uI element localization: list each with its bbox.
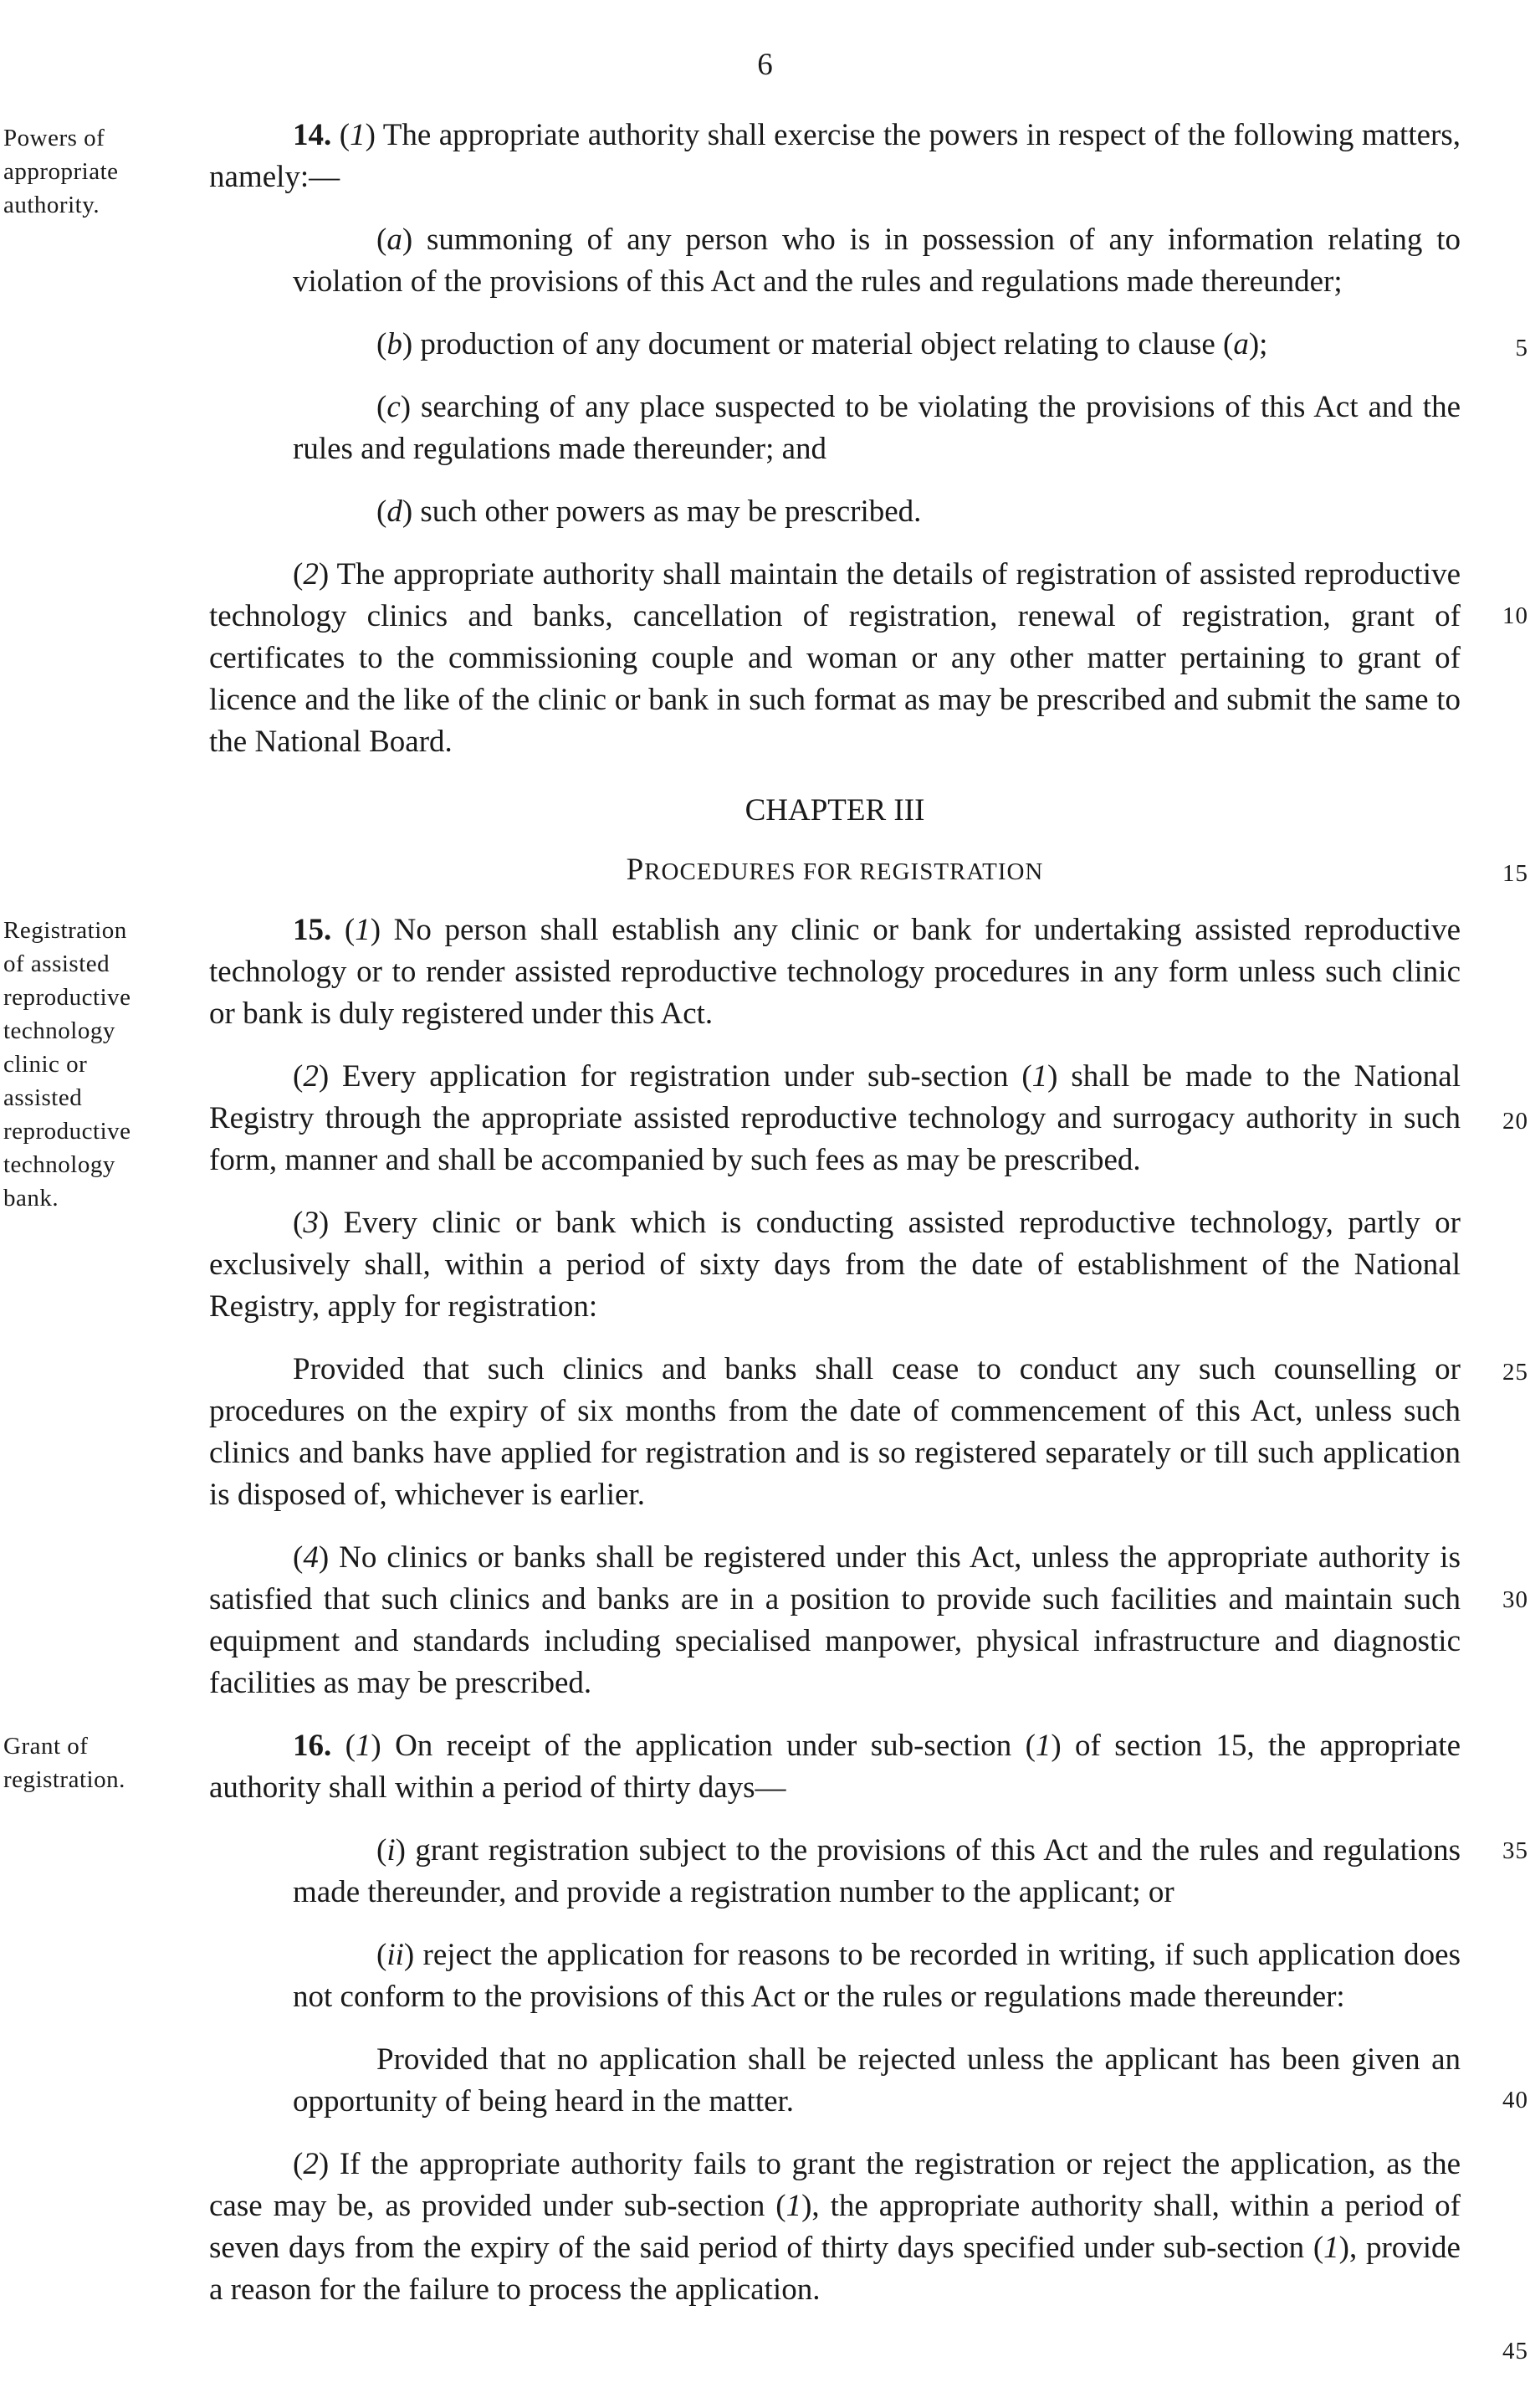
clause-b: (b) production of any document or material object relating to clause (a); bbox=[376, 327, 1268, 361]
line-number: 40 bbox=[1502, 2087, 1528, 2113]
section-15-proviso: Provided that such clinics and banks shall cease to conduct any such counselling or procedures on the expiry of six months from the date of commencement of this Act, unless such clinics and banks have applied for registration and is so registered separately or till such application is disposed of, whichever is earlier. bbox=[209, 1352, 1461, 1512]
line-number: 20 bbox=[1502, 1108, 1528, 1135]
line-number: 30 bbox=[1502, 1586, 1528, 1613]
section-15-subsection-3: (3) Every clinic or bank which is conducting assisted reproductive technology, partly or exclusively shall, within a period of sixty days from the date of establishment of the National Registry, apply for registration: bbox=[209, 1206, 1461, 1324]
section-15-subsection-1: 15. (1) No person shall establish any clinic or bank for undertaking assisted reproductive technology or to render assisted reproductive technology procedures in any form unless such clinic or bank is duly registered under this Act. bbox=[209, 913, 1461, 1031]
chapter-subtitle: PROCEDURES FOR REGISTRATION bbox=[626, 853, 1044, 887]
chapter-title: CHAPTER III bbox=[745, 793, 925, 827]
line-number: 10 bbox=[1502, 602, 1528, 629]
section-16 bbox=[209, 1725, 1461, 2311]
section-14-subsection-1: 14. (1) The appropriate authority shall exercise the powers in respect of the following matters, namely:— bbox=[209, 118, 1461, 194]
clause-a: (a) summoning of any person who is in possession of any information relating to violation of the provisions of this Act and the rules and regulations made thereunder; bbox=[293, 223, 1461, 299]
clause-i: (i) grant registration subject to the provisions of this Act and the rules and regulations made thereunder, and provide a registration number to the applicant; or bbox=[293, 1833, 1461, 1909]
clause-d: (d) such other powers as may be prescribed. bbox=[376, 494, 922, 529]
margin-note-section-16: Grant of registration. bbox=[3, 1733, 125, 1793]
section-15-subsection-4: (4) No clinics or banks shall be registered under this Act, unless the appropriate authority is satisfied that such clinics and banks are in a position to provide such facilities and maintain such equipment and standards including specialised manpower, physical infrastructure and diagnostic facilities as may be prescribed. bbox=[209, 1540, 1461, 1700]
section-16-proviso: Provided that no application shall be rejected unless the applicant has been given an opportunity of being heard in the matter. bbox=[293, 2042, 1461, 2119]
line-number: 5 bbox=[1515, 335, 1528, 361]
line-number: 45 bbox=[1502, 2338, 1528, 2364]
line-number: 25 bbox=[1502, 1359, 1528, 1386]
section-number: 15. bbox=[293, 913, 332, 947]
line-number: 15 bbox=[1502, 860, 1528, 887]
line-number: 35 bbox=[1502, 1837, 1528, 1864]
clause-ii: (ii) reject the application for reasons to be recorded in writing, if such application does not conform to the provisions of this Act or the rules or regulations made thereunder: bbox=[293, 1938, 1461, 2014]
section-15-subsection-2: (2) Every application for registration under sub-section (1) shall be made to the National Registry through the appropriate assisted reproductive technology and surrogacy authority in such form, manner and shall be accompanied by such fees as may be prescribed. bbox=[209, 1059, 1461, 1177]
section-16-subsection-2: (2) If the appropriate authority fails to grant the registration or reject the application, as the case may be, as provided under sub-section (1), the appropriate authority shall, within a period of seven days from the expiry of the said period of thirty days specified under sub-section (1), provide a reason for the failure to process the application. bbox=[209, 2147, 1461, 2307]
section-14 bbox=[209, 115, 1461, 763]
section-14-subsection-2: (2) The appropriate authority shall maintain the details of registration of assisted reproductive technology clinics and banks, cancellation of registration, renewal of registration, grant of certificates to the commissioning couple and woman or any other matter pertaining to grant of licence and the like of the clinic or bank in such format as may be prescribed and submit the same to the National Board. bbox=[209, 557, 1461, 759]
section-16-subsection-1: 16. (1) On receipt of the application under sub-section (1) of section 15, the appropriate authority shall within a period of thirty days— bbox=[209, 1729, 1461, 1805]
margin-note-section-14: Powers of appropriate authority. bbox=[3, 125, 119, 218]
section-number: 16. bbox=[293, 1729, 332, 1763]
section-number: 14. bbox=[293, 118, 332, 152]
margin-note-section-15: Registration of assisted reproductive technology clinic or assisted reproductive technology bank. bbox=[3, 917, 131, 1212]
page-number: 6 bbox=[757, 48, 773, 82]
clause-c: (c) searching of any place suspected to be violating the provisions of this Act and the rules and regulations made thereunder; and bbox=[293, 390, 1461, 466]
section-15 bbox=[209, 909, 1461, 1704]
